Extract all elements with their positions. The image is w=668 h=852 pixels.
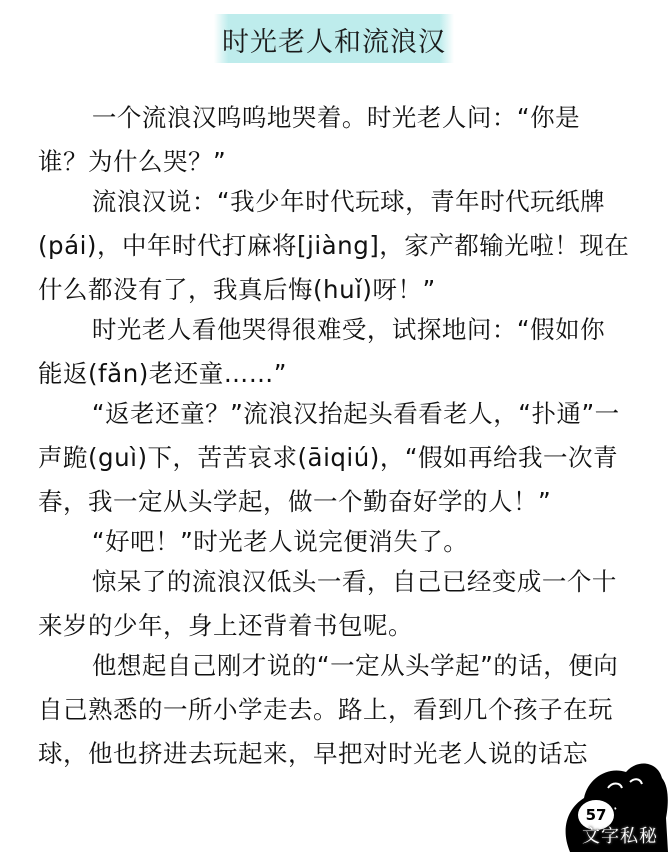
watermark-text: 文字私秘	[582, 826, 658, 847]
paragraph-4: “返老还童？”流浪汉抬起头看看老人，“扑通”一声跪(guì)下，苦苦哀求(āiqiú)，“假如再给我一次青春，我一定从头学起，做一个勤奋好学的人！”	[38, 399, 620, 516]
paragraph-2: 流浪汉说：“我少年时代玩球，青年时代玩纸牌(pái)，中年时代打麻将[jiàng]，家产都输光啦！现在什么都没有了，我真后悔(huǐ)呀！”	[38, 187, 630, 304]
title-container	[0, 14, 668, 63]
paragraph-7: 他想起自己刚才说的“一定从头学起”的话，便向自己熟悉的一所小学走去。路上，看到几个孩子在玩球，他也挤进去玩起来，早把对时光老人说的话忘	[38, 651, 619, 768]
page-title: 时光老人和流浪汉	[214, 14, 454, 63]
page-number: 57	[576, 798, 616, 832]
paragraph-5: “好吧！”时光老人说完便消失了。	[91, 527, 469, 556]
paragraph-6: 惊呆了的流浪汉低头一看，自己已经变成一个十来岁的少年，身上还背着书包呢。	[38, 567, 617, 640]
paragraph-1: 一个流浪汉呜呜地哭着。时光老人问：“你是谁？为什么哭？”	[38, 103, 581, 176]
story-body	[38, 96, 630, 772]
paragraph-3: 时光老人看他哭得很难受，试探地问：“假如你能返(fǎn)老还童……”	[38, 315, 606, 388]
